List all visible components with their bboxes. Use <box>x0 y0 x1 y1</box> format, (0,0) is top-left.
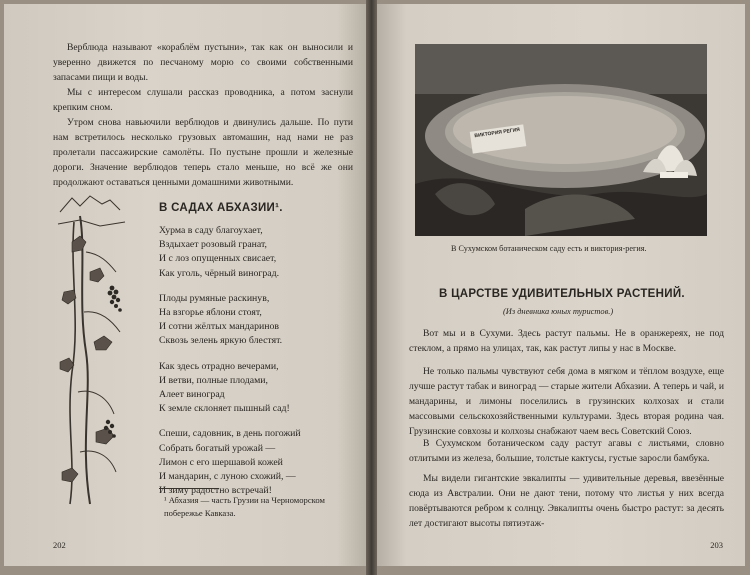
poem-line: И с лоз опущенных свисает, <box>159 253 277 265</box>
left-page <box>4 4 366 566</box>
poem-line: И ветви, полные плодами, <box>159 374 268 386</box>
poem-title: В САДАХ АБХАЗИИ¹. <box>159 202 283 214</box>
poem-line: И мандарин, с луною схожий, — <box>159 471 296 483</box>
poem-line: Плоды румяные раскинув, <box>159 292 270 304</box>
intro-paragraph-3: Утром снова навьючили верблюдов и двинулись дальше. По пути нам встретилось несколько грузовых автомашин, над нами не раз пролетали пассажирские самолёты. По пустыне прошли и железные дороги. Значение верблюдов теперь стало меньше, но всё же они продолжают оставаться ценными домашними животными. <box>53 117 353 188</box>
page-number: 203 <box>710 540 723 550</box>
paragraph-2: Не только пальмы чувствуют себя дома в мягком и тёплом воздухе, еще лучше растут табак и виноград — старые жители Абхазии. А теперь и чай, и мандарины, и лимоны поселились в грузинских колхозах и стали массовыми сельскохозяйственными культурами. Здесь вторая родина чая. Грузинские совхозы и колхозы снабжают чаем весь Советский Союз. <box>409 366 724 437</box>
poem-line: К земле склоняет пышный сад! <box>159 403 290 415</box>
footnote-divider <box>159 488 219 489</box>
poem-line: Как здесь отрадно вечерами, <box>159 360 279 372</box>
paragraph-4: Мы видели гигантские эвкалипты — удивительные деревья, ввезённые сюда из Австралии. Они не дают тени, потому что листья у них всегда повёртываются ребром к солнцу. Эвкалипты очень быстро растут: за десять лет достигают высоты пятиэтаж- <box>409 473 724 529</box>
poem-line: На взгорье яблони стоят, <box>159 307 262 319</box>
footnote: ¹ Абхазия — часть Грузии на Черноморском побережье Кавказа. <box>164 495 325 518</box>
poem-line: И зиму радостно встречай! <box>159 485 272 497</box>
poem-line: Хурма в саду благоухает, <box>159 225 263 236</box>
paragraph-1: Вот мы и в Сухуми. Здесь растут пальмы. Не в оранжереях, не под стеклом, а прямо на улицах, так, как растут липы у нас в Москве. <box>409 328 724 354</box>
photo-caption: В Сухумском ботаническом саду есть и виктория-регия. <box>451 244 647 253</box>
victoria-regia-photo <box>415 44 707 236</box>
poem-line: Сквозь зелень яркую блестят. <box>159 335 283 347</box>
right-page <box>377 4 745 566</box>
intro-paragraph-2: Мы с интересом слушали рассказ проводника, а потом заснули крепким сном. <box>53 87 353 113</box>
grapevine-illustration <box>50 192 145 510</box>
poem-line: Как уголь, чёрный виноград. <box>159 267 280 279</box>
section-subtitle: (Из дневника юных туристов.) <box>503 307 614 316</box>
poem-line: Собрать богатый урожай — <box>159 442 276 454</box>
water-lily-image <box>415 44 707 236</box>
book-gutter <box>366 0 377 575</box>
poem-stanza <box>159 360 301 417</box>
page-number: 202 <box>53 540 66 550</box>
poem-line: Спеши, садовник, в день погожий <box>159 428 301 440</box>
poem-line: И сотни жёлтых мандаринов <box>159 321 280 333</box>
poem-stanza <box>159 224 301 281</box>
paragraph-3: В Сухумском ботаническом саду растут агавы с листьями, словно отлитыми из железа, большие, толстые кактусы, густые заросли бамбука. <box>409 438 724 464</box>
intro-paragraph-1: Верблюда называют «кораблём пустыни», так как он выносили и уверенно движется по песчаному морю со своими собственными запасами пищи и воды. <box>53 42 353 83</box>
poem-line: Вздыхает розовый гранат, <box>159 239 267 251</box>
photo-sign: ВИКТОРИЯ РЕГИЯ <box>470 124 527 153</box>
poem-line: Лимон с его шершавой кожей <box>159 456 283 468</box>
poem-stanza <box>159 292 301 349</box>
section-heading: В ЦАРСТВЕ УДИВИТЕЛЬНЫХ РАСТЕНИЙ. <box>439 288 685 300</box>
poem <box>159 224 301 509</box>
poem-line: Алеет виноград <box>159 389 225 401</box>
